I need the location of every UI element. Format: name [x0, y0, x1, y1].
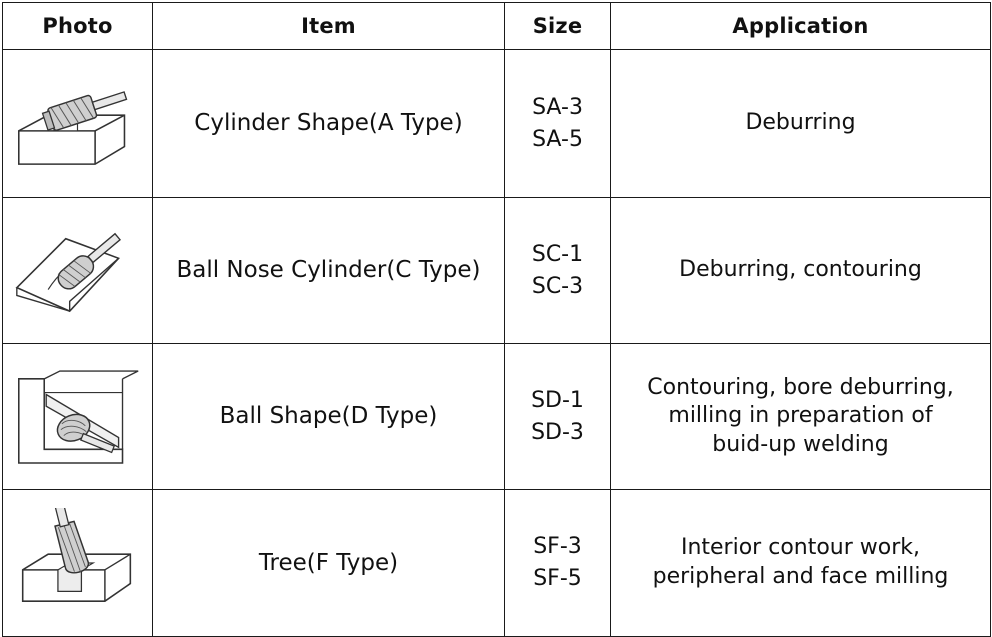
- application-line: Deburring, contouring: [679, 257, 922, 283]
- size-value: SF-5: [533, 566, 582, 591]
- size-value: SF-3: [533, 534, 582, 560]
- photo-cell: [3, 50, 153, 198]
- tree-shape-burr-illustration: [9, 508, 146, 618]
- table-row: [3, 50, 991, 198]
- size-value: SA-3: [532, 94, 583, 120]
- size-values: [505, 50, 611, 198]
- application-line: peripheral and face milling: [652, 564, 949, 589]
- cylinder-shape-burr-illustration: [9, 69, 146, 179]
- table-row: [3, 198, 991, 344]
- size-values: [505, 490, 611, 637]
- application-text: [611, 490, 991, 637]
- column-header-item: Item: [153, 3, 505, 50]
- size-value: SC-1: [531, 241, 584, 267]
- size-value: SC-3: [531, 273, 584, 299]
- item-name: Tree(F Type): [153, 490, 505, 637]
- table-row: [3, 490, 991, 637]
- item-name: Ball Shape(D Type): [153, 344, 505, 490]
- application-text: [611, 198, 991, 344]
- application-line: Interior contour work,: [680, 535, 921, 561]
- application-line: Deburring: [745, 110, 856, 136]
- column-header-size: Size: [505, 3, 611, 50]
- item-name: Cylinder Shape(A Type): [153, 50, 505, 198]
- photo-cell: [3, 198, 153, 344]
- size-values: [505, 344, 611, 490]
- application-text: [611, 344, 991, 490]
- application-text: [611, 50, 991, 198]
- item-name: Ball Nose Cylinder(C Type): [153, 198, 505, 344]
- size-value: SA-5: [532, 126, 583, 152]
- application-line: milling in preparation of: [668, 403, 933, 429]
- column-header-application: Application: [611, 3, 991, 50]
- ball-nose-cylinder-burr-illustration: [9, 216, 146, 326]
- ball-shape-burr-illustration: [9, 362, 146, 472]
- burr-types-table-container: [0, 2, 992, 621]
- size-value: SD-3: [531, 419, 584, 445]
- column-header-photo: Photo: [3, 3, 153, 50]
- size-value: SD-1: [531, 387, 584, 413]
- application-line: buid-up welding: [712, 431, 889, 457]
- table-header: [3, 3, 991, 50]
- application-line: Contouring, bore deburring,: [647, 374, 954, 400]
- table-header-row: [3, 3, 991, 50]
- burr-types-table: [2, 2, 991, 637]
- photo-cell: [3, 344, 153, 490]
- table-row: [3, 344, 991, 490]
- table-body: [3, 50, 991, 637]
- photo-cell: [3, 490, 153, 637]
- size-values: [505, 198, 611, 344]
